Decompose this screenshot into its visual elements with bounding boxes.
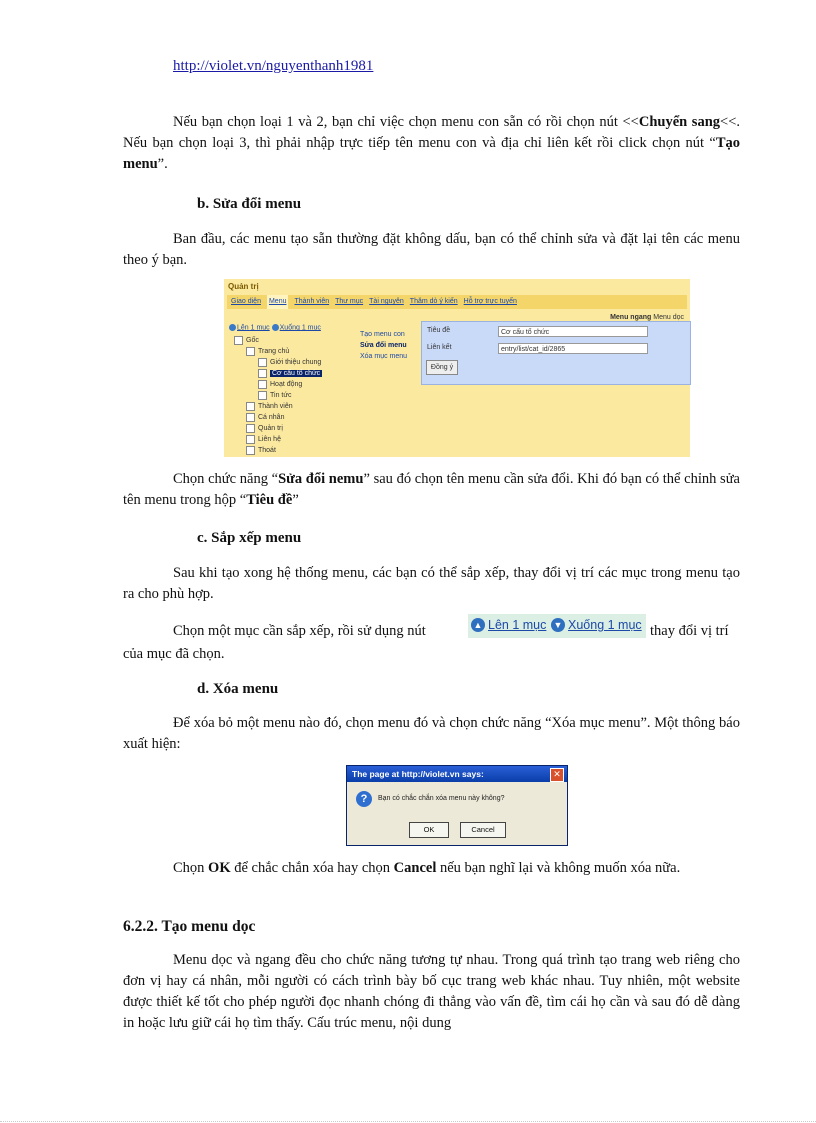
- tree-item[interactable]: Thành viên: [234, 401, 322, 412]
- menu-type-switch: [610, 314, 684, 321]
- page-icon: [258, 380, 267, 389]
- paragraph-delete-intro: Để xóa bỏ một menu nào đó, chọn menu đó và chọn chức năng “Xóa mục menu”. Một thông báo xuất hiện:: [123, 715, 740, 752]
- paragraph-sort-steps-a: Chọn một mục cần sắp xếp, rồi sử dụng nút: [173, 623, 426, 639]
- dialog-message: Bạn có chắc chắn xóa menu này không?: [378, 795, 505, 802]
- paragraph-edit-intro: Ban đầu, các menu tạo sẵn thường đặt không dấu, bạn có thể chỉnh sửa và đặt lại tên các menu theo ý bạn.: [123, 231, 740, 268]
- page-icon: [246, 402, 255, 411]
- title-label: Tiêu đề: [427, 327, 451, 334]
- page-icon: [246, 435, 255, 444]
- agree-button[interactable]: Đồng ý: [426, 360, 458, 375]
- menu-actions: [360, 329, 407, 362]
- dialog-titlebar: The page at http://violet.vn says:: [347, 766, 567, 782]
- edit-menu-form: [421, 321, 691, 385]
- tab-polls[interactable]: Thăm dò ý kiến: [409, 298, 458, 305]
- move-down-link[interactable]: Xuống 1 mục: [279, 324, 321, 332]
- tab-members[interactable]: Thành viên: [294, 298, 330, 305]
- confirm-dialog-screenshot: [346, 765, 568, 846]
- arrow-down-icon: [272, 324, 279, 331]
- tree-item[interactable]: Giới thiệu chung: [234, 357, 322, 368]
- heading-edit-menu: b. Sửa đổi menu: [197, 196, 302, 212]
- tree-item[interactable]: Quản trị: [234, 423, 322, 434]
- tree-item[interactable]: Tin tức: [234, 390, 322, 401]
- ok-button[interactable]: OK: [409, 822, 449, 838]
- arrow-up-icon: [229, 324, 236, 331]
- folder-icon: [234, 336, 243, 345]
- page-icon: [258, 391, 267, 400]
- tree-item[interactable]: Gốc: [234, 335, 322, 346]
- admin-title: Quản trị: [228, 282, 259, 291]
- tab-support[interactable]: Hỗ trợ trực tuyến: [463, 298, 517, 305]
- page-bottom-border: [0, 1121, 816, 1122]
- heading-delete-menu: d. Xóa menu: [197, 681, 279, 697]
- folder-icon: [246, 413, 255, 422]
- admin-move-buttons: [229, 324, 321, 331]
- tree-item-selected[interactable]: Cơ cấu tổ chức: [234, 368, 322, 379]
- tab-menu[interactable]: Menu: [267, 295, 289, 309]
- menu-type-vertical[interactable]: Menu dọc: [653, 314, 684, 321]
- tree-item[interactable]: Hoạt động: [234, 379, 322, 390]
- admin-tabbar: [227, 295, 687, 309]
- source-link[interactable]: http://violet.vn/nguyenthanh1981: [173, 58, 374, 74]
- admin-panel-screenshot: [224, 279, 690, 457]
- arrow-up-icon: ▲: [471, 618, 485, 632]
- paragraph-edit-steps: Chọn chức năng “Sửa đổi nemu” sau đó chọn tên menu cần sửa đổi. Khi đó bạn có thể chỉnh sửa tên menu trong hộp “Tiêu đề”: [123, 471, 740, 508]
- link-input[interactable]: entry/list/cat_id/2865: [498, 343, 648, 354]
- paragraph-vertical-menu: Menu dọc và ngang đều cho chức năng tương tự nhau. Trong quá trình tạo trang web riêng cho đơn vị hay cá nhân, mỗi người có cách trình bày bố cục trang web khác nhau. Tuy nhiên, một website được thiết kế tốt cho phép người đọc nhanh chóng đi thẳng vào vấn đề, tìm cái họ cần và sau đó dễ dàng in hoặc lưu giữ cái họ tìm thấy. Cấu trúc menu, nội dung: [123, 952, 740, 1031]
- paragraph-delete-confirm: Chọn OK để chắc chắn xóa hay chọn Cancel nếu bạn nghĩ lại và không muốn xóa nữa.: [173, 860, 681, 876]
- move-buttons-image: [468, 614, 646, 638]
- action-delete-menu[interactable]: Xóa mục menu: [360, 353, 408, 360]
- tree-item[interactable]: Trang chủ: [234, 346, 322, 357]
- paragraph-sort-intro: Sau khi tạo xong hệ thống menu, các bạn có thể sắp xếp, thay đổi vị trí các mục trong menu tạo ra cho phù hợp.: [123, 565, 740, 602]
- page-icon: [258, 369, 267, 378]
- tab-resources[interactable]: Tài nguyên: [369, 298, 404, 305]
- close-icon[interactable]: ✕: [550, 768, 564, 782]
- tab-folders[interactable]: Thư mục: [335, 298, 364, 305]
- menu-tree: [234, 335, 322, 456]
- tree-item[interactable]: Cá nhân: [234, 412, 322, 423]
- title-input[interactable]: Cơ cấu tổ chức: [498, 326, 648, 337]
- link-label: Liên kết: [427, 344, 452, 351]
- tree-item[interactable]: Thoát: [234, 445, 322, 456]
- arrow-down-icon: ▼: [551, 618, 565, 632]
- tree-item[interactable]: Liên hệ: [234, 434, 322, 445]
- cancel-button[interactable]: Cancel: [460, 822, 506, 838]
- folder-icon: [246, 347, 255, 356]
- tab-appearance[interactable]: Giao diện: [231, 298, 261, 305]
- paragraph-menu-types: Nếu bạn chọn loại 1 và 2, bạn chỉ việc chọn menu con sẵn có rồi chọn nút <<Chuyển sang<<. Nếu bạn chọn loại 3, thì phải nhập trực tiếp tên menu con và địa chỉ liên kết rồi click chọn nút “Tạo menu”.: [123, 114, 740, 172]
- move-up-link[interactable]: Lên 1 mục: [488, 618, 547, 632]
- action-create-submenu[interactable]: Tạo menu con: [360, 331, 405, 338]
- heading-vertical-menu: 6.2.2. Tạo menu dọc: [123, 918, 256, 935]
- menu-type-horizontal[interactable]: Menu ngang: [610, 314, 652, 321]
- move-down-link[interactable]: Xuống 1 mục: [568, 618, 642, 632]
- page-icon: [246, 424, 255, 433]
- question-icon: ?: [356, 791, 372, 807]
- heading-sort-menu: c. Sắp xếp menu: [197, 530, 302, 546]
- action-edit-menu[interactable]: Sửa đổi menu: [360, 342, 407, 349]
- move-up-link[interactable]: Lên 1 mục: [237, 324, 270, 332]
- paragraph-sort-steps-c: của mục đã chọn.: [123, 646, 225, 662]
- page-icon: [258, 358, 267, 367]
- page-icon: [246, 446, 255, 455]
- paragraph-sort-steps-b: thay đổi vị trí: [650, 623, 729, 639]
